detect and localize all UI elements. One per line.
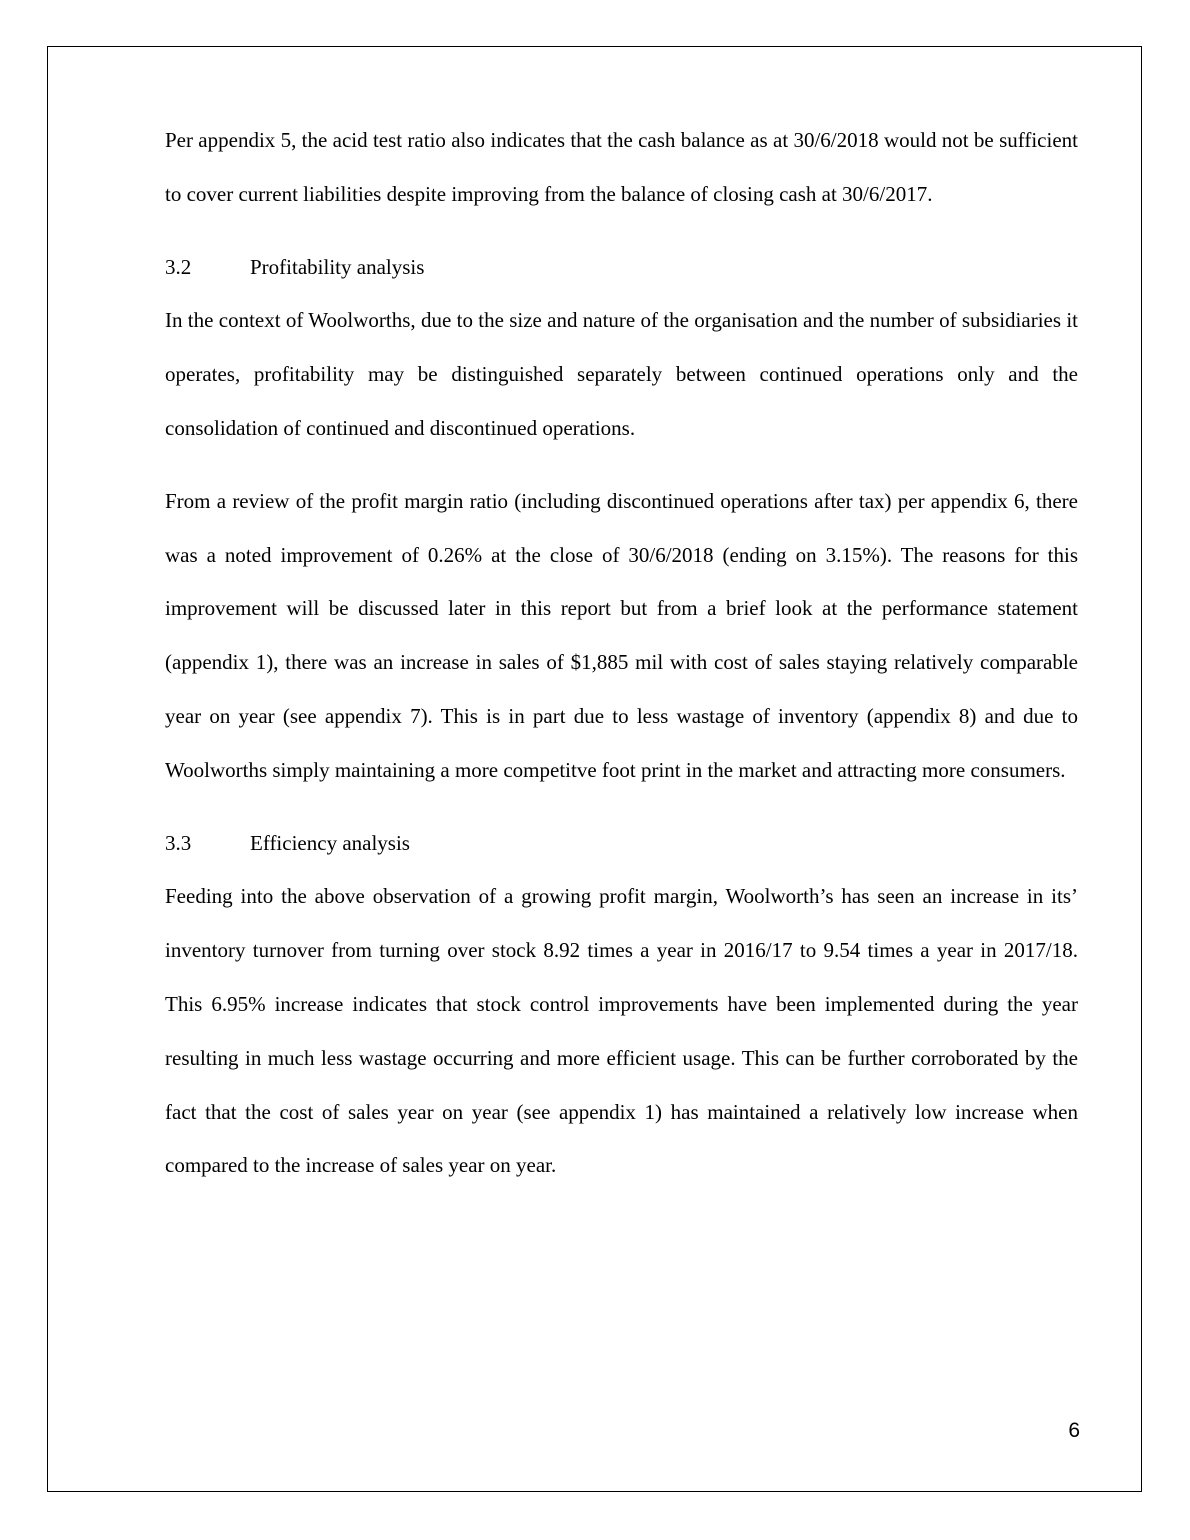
document-body (165, 114, 1078, 1193)
paragraph-gap (165, 222, 1078, 241)
section-number: 3.3 (165, 830, 192, 855)
section-heading-profitability (165, 241, 1078, 295)
section-title: Efficiency analysis (250, 830, 410, 855)
paragraph-efficiency: Feeding into the above observation of a growing profit margin, Woolworth’s has seen an increase in its’ inventory turnover from turning over stock 8.92 times a year in 2016/17 to 9.54 times a year in 2017/18. This 6.95% increase indicates that stock control improvements have been implemented during the year resulting in much less wastage occurring and more efficient usage. This can be further corroborated by the fact that the cost of sales year on year (see appendix 1) has maintained a relatively low increase when compared to the increase of sales year on year. (165, 884, 1078, 1178)
paragraph-acid-test: Per appendix 5, the acid test ratio also indicates that the cash balance as at 30/6/2018 would not be sufficient to cover current liabilities despite improving from the balance of closing cash at 30/6/2017. (165, 128, 1078, 206)
paragraph-gap (165, 798, 1078, 817)
section-heading-efficiency (165, 817, 1078, 871)
section-number: 3.2 (165, 254, 192, 279)
paragraph-gap (165, 456, 1078, 475)
section-title: Profitability analysis (250, 254, 425, 279)
paragraph-profit-margin: From a review of the profit margin ratio (including discontinued operations after tax) per appendix 6, there was a noted improvement of 0.26% at the close of 30/6/2018 (ending on 3.15%). The reasons for this improvement will be discussed later in this report but from a brief look at the performance statement (appendix 1), there was an increase in sales of $1,885 mil with cost of sales staying relatively comparable year on year (see appendix 7). This is in part due to less wastage of inventory (appendix 8) and due to Woolworths simply maintaining a more competitve foot print in the market and attracting more consumers. (165, 488, 1078, 782)
page-number: 6 (1068, 1419, 1080, 1442)
paragraph-profitability-intro: In the context of Woolworths, due to the size and nature of the organisation and the number of subsidiaries it operates, profitability may be distinguished separately between continued operations only and the consolidation of continued and discontinued operations. (165, 308, 1078, 440)
